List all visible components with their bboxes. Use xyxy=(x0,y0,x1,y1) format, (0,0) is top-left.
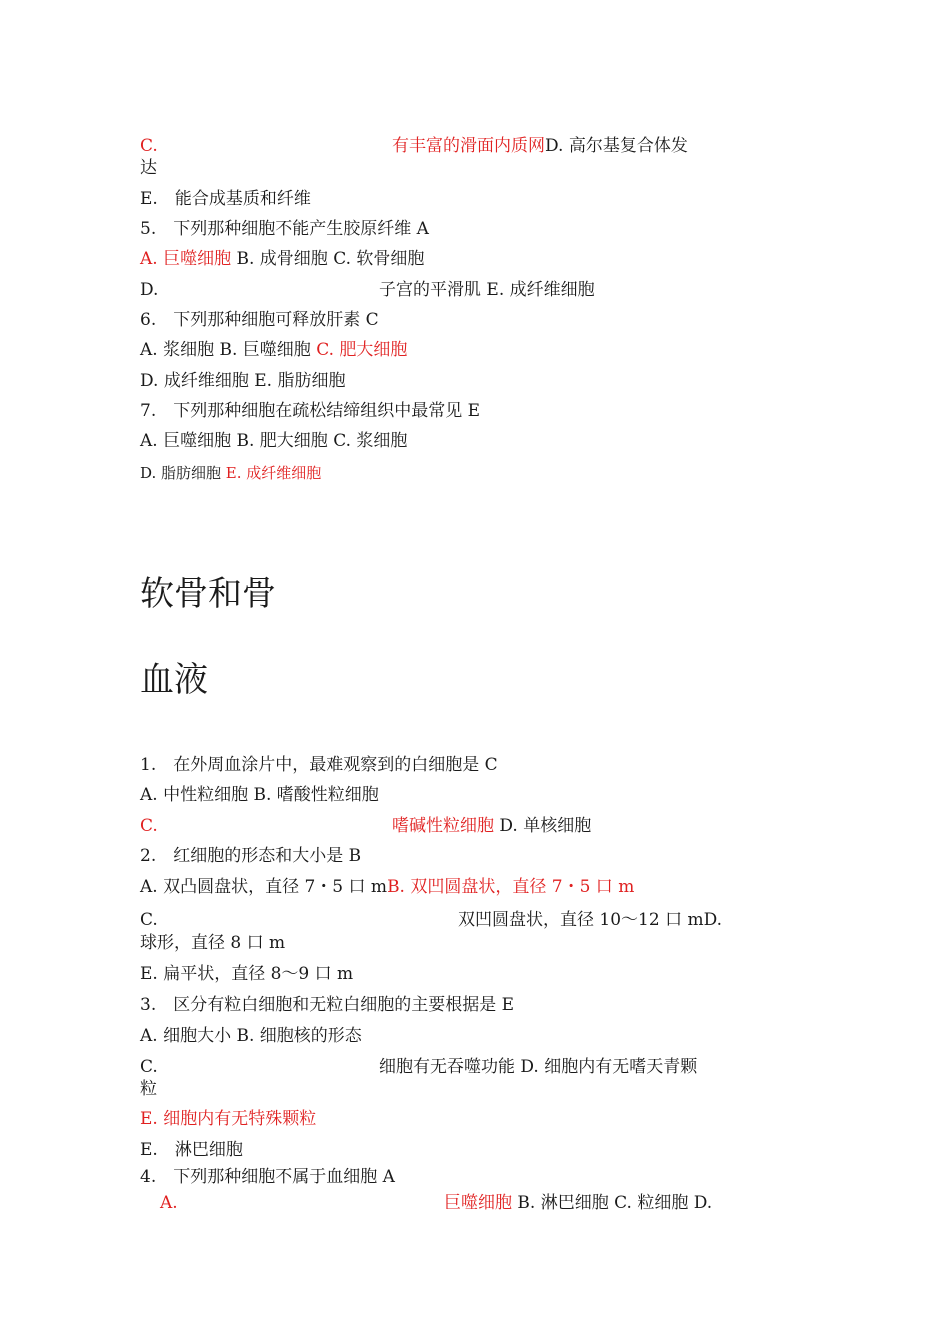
answer-text: 有丰富的滑面内质网 xyxy=(392,136,545,156)
question-7: 7. 下列那种细胞在疏松结缔组织中最常见 E xyxy=(140,401,481,421)
option-text: 双凹圆盘状，直径 10〜12 口 mD. xyxy=(458,910,723,930)
option-line xyxy=(140,339,407,361)
question-6: 6. 下列那种细胞可释放肝素 C xyxy=(140,310,379,330)
option-line: A. 巨噬细胞 B. 肥大细胞 C. 浆细胞 xyxy=(140,431,408,451)
option-text: B. 成骨细胞 C. 软骨细胞 xyxy=(231,249,425,269)
answer-text: E. 细胞内有无特殊颗粒 xyxy=(140,1109,317,1129)
question-1: 1. 在外周血涂片中，最难观察到的白细胞是 C xyxy=(140,755,498,775)
question-3: 3. 区分有粒白细胞和无粒白细胞的主要根据是 E xyxy=(140,995,515,1015)
wrapped-text: 达 xyxy=(140,158,157,178)
option-text: D. 高尔基复合体发 xyxy=(545,136,688,156)
option-line xyxy=(140,462,321,484)
option-line: E. 淋巴细胞 xyxy=(140,1140,243,1160)
option-label xyxy=(140,815,158,837)
option-label: D. xyxy=(140,280,159,300)
option-line xyxy=(140,248,424,270)
option-text: D. 脂肪细胞 xyxy=(140,464,226,482)
answer-text: 嗜碱性粒细胞 xyxy=(392,816,494,836)
option-text: D. 单核细胞 xyxy=(494,816,592,836)
option-text: 子宫的平滑肌 E. 成纤维细胞 xyxy=(379,280,595,300)
section-heading-blood: 血液 xyxy=(140,660,208,700)
question-5: 5. 下列那种细胞不能产生胶原纤维 A xyxy=(140,219,429,239)
answer-text: B. 双凹圆盘状，直径 7・5 口 m xyxy=(387,877,635,897)
answer-text: 巨噬细胞 xyxy=(444,1193,512,1213)
option-label: C. xyxy=(140,1057,158,1077)
answer-text: C. 肥大细胞 xyxy=(316,340,408,360)
option-line: A. 中性粒细胞 B. 嗜酸性粒细胞 xyxy=(140,785,379,805)
option-line xyxy=(392,135,688,157)
option-line: E. 扁平状，直径 8〜9 口 m xyxy=(140,964,354,984)
wrapped-text: 粒 xyxy=(140,1079,157,1099)
option-line xyxy=(392,815,591,837)
answer-label: A. xyxy=(160,1193,178,1213)
option-line xyxy=(140,876,634,898)
answer-label: C. xyxy=(140,816,158,836)
answer-text: E. 成纤维细胞 xyxy=(225,464,322,482)
option-label: C. xyxy=(140,910,158,930)
option-text: A. 浆细胞 B. 巨噬细胞 xyxy=(140,340,317,360)
question-4: 4. 下列那种细胞不属于血细胞 A xyxy=(140,1167,395,1187)
option-line xyxy=(140,135,158,157)
option-text: A. 双凸圆盘状，直径 7・5 口 m xyxy=(140,877,388,897)
question-2: 2. 红细胞的形态和大小是 B xyxy=(140,846,362,866)
wrapped-text: 球形，直径 8 口 m xyxy=(140,933,286,953)
section-heading-cartilage: 软骨和骨 xyxy=(140,574,276,614)
option-text: 细胞有无吞噬功能 D. 细胞内有无嗜天青颗 xyxy=(379,1057,698,1077)
option-line xyxy=(444,1192,712,1214)
option-label: C. xyxy=(140,136,158,156)
option-line: A. 细胞大小 B. 细胞核的形态 xyxy=(140,1026,362,1046)
option-line: D. 成纤维细胞 E. 脂肪细胞 xyxy=(140,371,346,391)
option-line: E. 能合成基质和纤维 xyxy=(140,189,311,209)
answer-text: A. 巨噬细胞 xyxy=(140,249,232,269)
option-text: B. 淋巴细胞 C. 粒细胞 D. xyxy=(512,1193,713,1213)
